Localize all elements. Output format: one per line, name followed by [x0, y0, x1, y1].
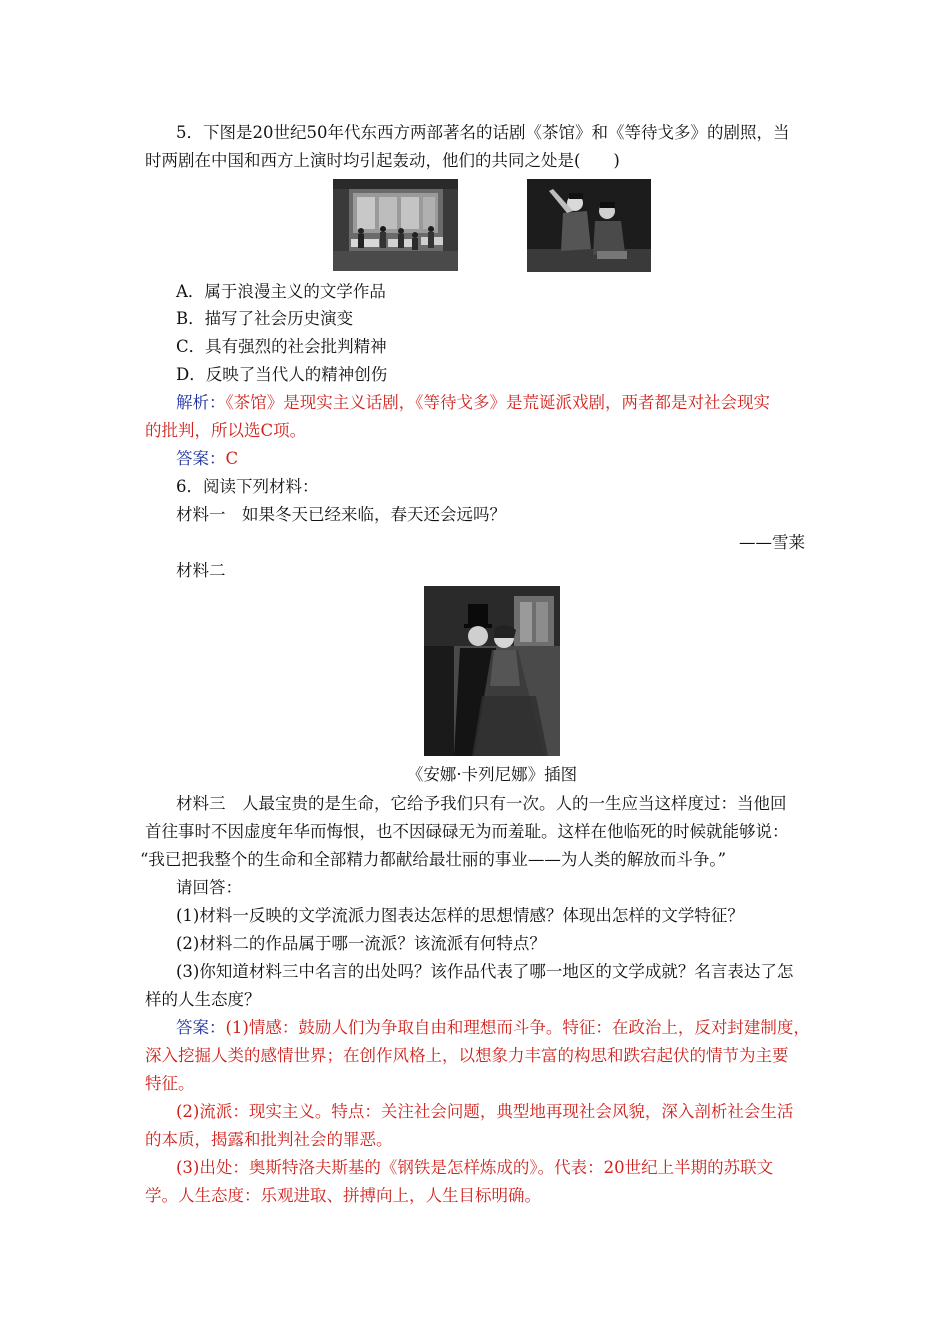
q5-analysis-line1: [176, 393, 770, 413]
q5-analysis-text: 《茶馆》是现实主义话剧，《等待戈多》是荒诞派戏剧，两者都是对社会现实: [225, 393, 770, 412]
q6-answer1-text: (1)情感：鼓励人们为争取自由和理想而斗争。特征：在政治上，反对封建制度，: [225, 1018, 810, 1037]
q6-material1-author: ——雪莱: [739, 533, 805, 552]
q5-analysis-line2: 的批判，所以选C项。: [145, 421, 307, 440]
q6-answer-line1: [176, 1018, 810, 1038]
anna-karenina-illustration: [424, 586, 560, 756]
q6-prompt: 请回答：: [176, 878, 242, 897]
q6-material3-line3: “我已把我整个的生命和全部精力都献给最壮丽的事业——为人类的解放而斗争。”: [140, 850, 727, 869]
q5-answer-label: 答案：: [176, 449, 226, 468]
q6-answer1-line2: 深入挖掘人类的感情世界；在创作风格上，以想象力丰富的构思和跌宕起伏的情节为主要: [145, 1046, 789, 1065]
q6-answer3-line1: (3)出处：奥斯特洛夫斯基的《钢铁是怎样炼成的》。代表：20世纪上半期的苏联文: [176, 1158, 774, 1177]
q6-material2-label: 材料二: [176, 561, 226, 580]
q6-sub2: (2)材料二的作品属于哪一流派？该流派有何特点？: [176, 934, 546, 953]
q6-sub3-line1: (3)你知道材料三中名言的出处吗？该作品代表了哪一地区的文学成就？名言表达了怎: [176, 962, 794, 981]
q6-material2-caption: 《安娜·卡列尼娜》插图: [406, 765, 578, 784]
q6-material3-line2: 首往事时不因虚度年华而悔恨，也不因碌碌无为而羞耻。这样在他临死的时候就能够说：: [145, 822, 789, 841]
waiting-for-godot-photo: [527, 179, 651, 272]
q5-stem-line1: 5．下图是20世纪50年代东西方两部著名的话剧《茶馆》和《等待戈多》的剧照，当: [176, 123, 790, 142]
q6-material3-line1: 材料三 人最宝贵的是生命，它给予我们只有一次。人的一生应当这样度过：当他回: [176, 794, 787, 813]
q5-option-d: D．反映了当代人的精神创伤: [176, 365, 388, 384]
q6-stem: 6．阅读下列材料：: [176, 477, 319, 496]
q6-answer3-line2: 学。人生态度：乐观进取、拼搏向上，人生目标明确。: [145, 1186, 541, 1205]
q5-answer-value: C: [225, 449, 239, 468]
teahouse-stage-photo: [333, 179, 458, 271]
q5-analysis-label: 解析：: [176, 393, 226, 412]
q5-option-c: C．具有强烈的社会批判精神: [176, 337, 387, 356]
q5-option-a: A．属于浪漫主义的文学作品: [176, 282, 386, 301]
q6-answer-label: 答案：: [176, 1018, 226, 1037]
q6-sub3-line2: 样的人生态度？: [145, 990, 261, 1009]
q6-answer2-line2: 的本质，揭露和批判社会的罪恶。: [145, 1130, 393, 1149]
q6-answer1-line3: 特征。: [145, 1074, 195, 1093]
q5-stem-line2: 时两剧在中国和西方上演时均引起轰动，他们的共同之处是( ): [145, 151, 620, 170]
q6-sub1: (1)材料一反映的文学流派力图表达怎样的思想情感？体现出怎样的文学特征？: [176, 906, 744, 925]
q6-material1: 材料一 如果冬天已经来临，春天还会远吗？: [176, 505, 506, 524]
q5-option-b: B．描写了社会历史演变: [176, 309, 354, 328]
q6-answer2-line1: (2)流派：现实主义。特点：关注社会问题，典型地再现社会风貌，深入剖析社会生活: [176, 1102, 794, 1121]
q5-answer: [176, 449, 238, 469]
